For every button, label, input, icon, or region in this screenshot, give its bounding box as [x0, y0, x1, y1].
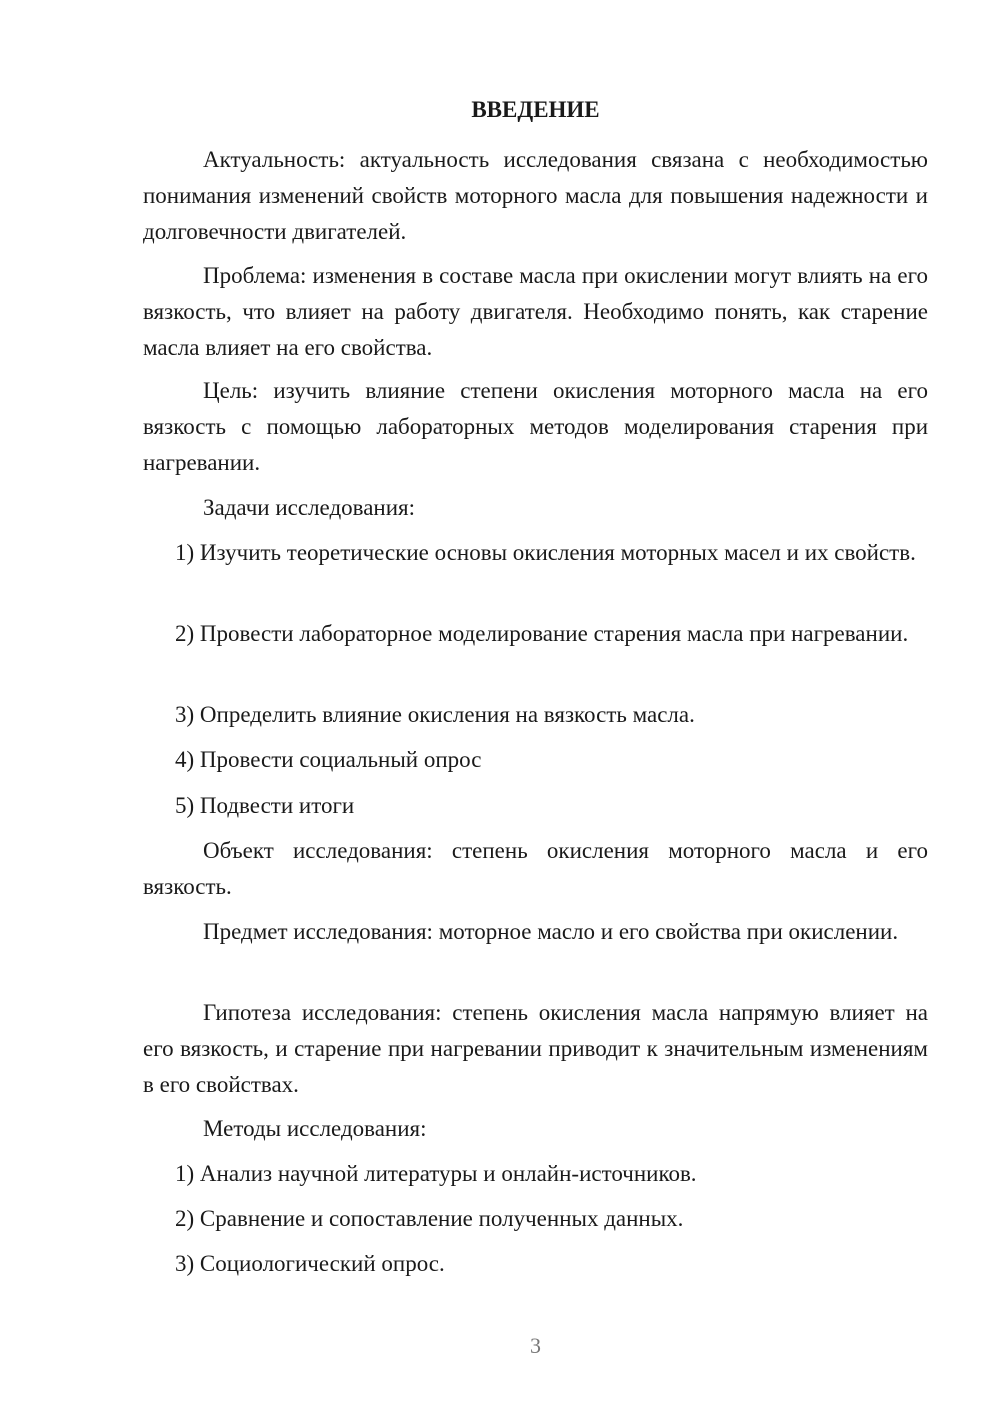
method-item-1: 1) Анализ научной литературы и онлайн-источников.	[175, 1161, 697, 1186]
section-title: ВВЕДЕНИЕ	[471, 97, 600, 122]
relevance-paragraph: Актуальность: актуальность исследования связана с необходимостью понимания изменений свойств моторного масла для повышения надежности и долговечности двигателей.	[143, 147, 928, 244]
task-item-1: 1) Изучить теоретические основы окисления моторных масел и их свойств.	[175, 540, 916, 565]
method-item-3: 3) Социологический опрос.	[175, 1251, 445, 1276]
methods-heading: Методы исследования:	[203, 1116, 427, 1141]
goal-paragraph: Цель: изучить влияние степени окисления моторного масла на его вязкость с помощью лабораторных методов моделирования старения при нагревании.	[143, 378, 928, 475]
task-item-2: 2) Провести лабораторное моделирование старения масла при нагревании.	[175, 621, 909, 646]
object-paragraph: Объект исследования: степень окисления моторного масла и его вязкость.	[143, 838, 928, 899]
subject-paragraph: Предмет исследования: моторное масло и его свойства при окислении.	[203, 919, 899, 944]
task-item-3: 3) Определить влияние окисления на вязкость масла.	[175, 702, 695, 727]
problem-paragraph: Проблема: изменения в составе масла при окислении могут влиять на его вязкость, что влияет на работу двигателя. Необходимо понять, как старение масла влияет на его свойства.	[143, 263, 928, 360]
hypothesis-paragraph: Гипотеза исследования: степень окисления масла напрямую влияет на его вязкость, и старение при нагревании приводит к значительным изменениям в его свойствах.	[143, 1000, 928, 1097]
tasks-heading: Задачи исследования:	[203, 495, 416, 520]
task-item-4: 4) Провести социальный опрос	[175, 747, 482, 772]
page-number: 3	[530, 1333, 541, 1358]
method-item-2: 2) Сравнение и сопоставление полученных данных.	[175, 1206, 684, 1231]
task-item-5: 5) Подвести итоги	[175, 793, 355, 818]
